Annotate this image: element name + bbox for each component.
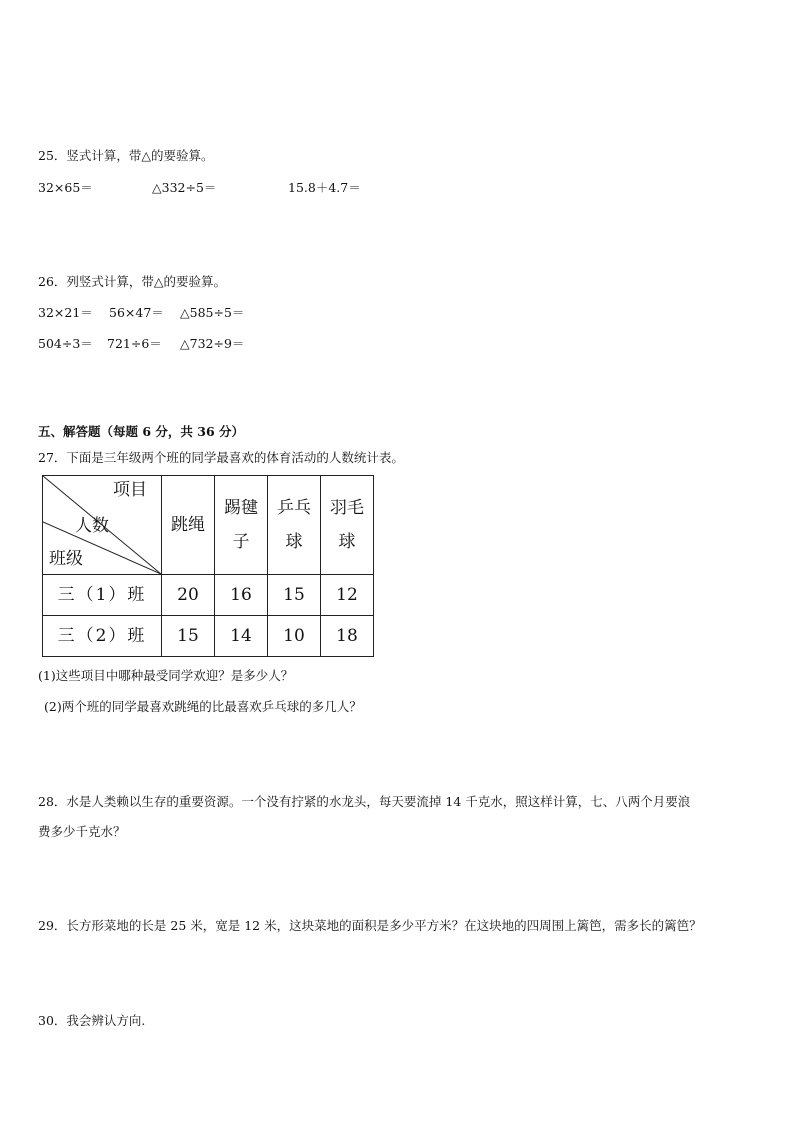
q28-line-1: 28．水是人类赖以生存的重要资源。一个没有拧紧的水龙头，每天要流掉 14 千克水，照这样计算，七、八两个月要浪 xyxy=(38,794,691,809)
q27-sub-question-2: (2)两个班的同学最喜欢跳绳的比最喜欢乒乓球的多几人？ xyxy=(44,699,362,714)
column-header-text: 球 xyxy=(338,532,356,552)
table-cell: 16 xyxy=(215,575,268,616)
table-cell: 14 xyxy=(215,616,268,657)
table-row xyxy=(43,616,374,657)
q26-row2-item-3: △732÷9＝ xyxy=(180,336,245,351)
stats-table xyxy=(42,475,374,657)
column-header-text: 跳绳 xyxy=(171,515,205,535)
q25-item-3: 15.8＋4.7＝ xyxy=(288,180,361,195)
column-header-text: 羽毛 xyxy=(330,498,364,518)
table-cell: 10 xyxy=(268,616,321,657)
q27-sub-question-1: (1)这些项目中哪种最受同学欢迎？是多少人？ xyxy=(38,668,294,683)
column-header-text: 子 xyxy=(232,532,250,552)
column-header-text: 踢毽 xyxy=(224,498,258,518)
q26-row2-item-2: 721÷6＝ xyxy=(107,336,162,351)
table-header-row xyxy=(43,476,374,575)
table-cell: 12 xyxy=(321,575,374,616)
column-header-text: 球 xyxy=(285,532,303,552)
corner-label-class: 班级 xyxy=(49,549,83,569)
column-header-text: 乒乓 xyxy=(277,498,311,518)
column-header-jump-rope xyxy=(162,476,215,575)
column-header-shuttlecock xyxy=(215,476,268,575)
q30-text: 30．我会辨认方向. xyxy=(38,1013,146,1028)
q29-text: 29．长方形菜地的长是 25 米，宽是 12 米，这块菜地的面积是多少平方米？在这块地的四周围上篱笆，需多长的篱笆？ xyxy=(38,918,702,933)
row-label-class-2: 三（2）班 xyxy=(43,616,162,657)
q26-row1-item-3: △585÷5＝ xyxy=(180,305,245,320)
q26-row1-item-2: 56×47＝ xyxy=(109,305,164,320)
q26-title: 26．列竖式计算，带△的要验算。 xyxy=(38,274,227,289)
diagonal-header-cell xyxy=(43,476,162,575)
table-cell: 15 xyxy=(268,575,321,616)
q26-row2-item-1: 504÷3＝ xyxy=(38,336,93,351)
q25-item-2: △332÷5＝ xyxy=(152,180,217,195)
q27-title: 27．下面是三年级两个班的同学最喜欢的体育活动的人数统计表。 xyxy=(38,450,404,465)
column-header-badminton xyxy=(321,476,374,575)
q26-row1-item-1: 32×21＝ xyxy=(38,305,93,320)
table-cell: 15 xyxy=(162,616,215,657)
table-cell: 20 xyxy=(162,575,215,616)
q28-line-2: 费多少千克水？ xyxy=(38,824,126,839)
table-row xyxy=(43,575,374,616)
q25-title: 25．竖式计算，带△的要验算。 xyxy=(38,148,214,163)
q25-item-1: 32×65＝ xyxy=(38,180,93,195)
corner-label-project: 项目 xyxy=(113,480,147,500)
table-cell: 18 xyxy=(321,616,374,657)
column-header-table-tennis xyxy=(268,476,321,575)
section-heading: 五、解答题（每题 6 分，共 36 分） xyxy=(38,424,245,439)
corner-label-count: 人数 xyxy=(75,516,109,536)
row-label-class-1: 三（1）班 xyxy=(43,575,162,616)
